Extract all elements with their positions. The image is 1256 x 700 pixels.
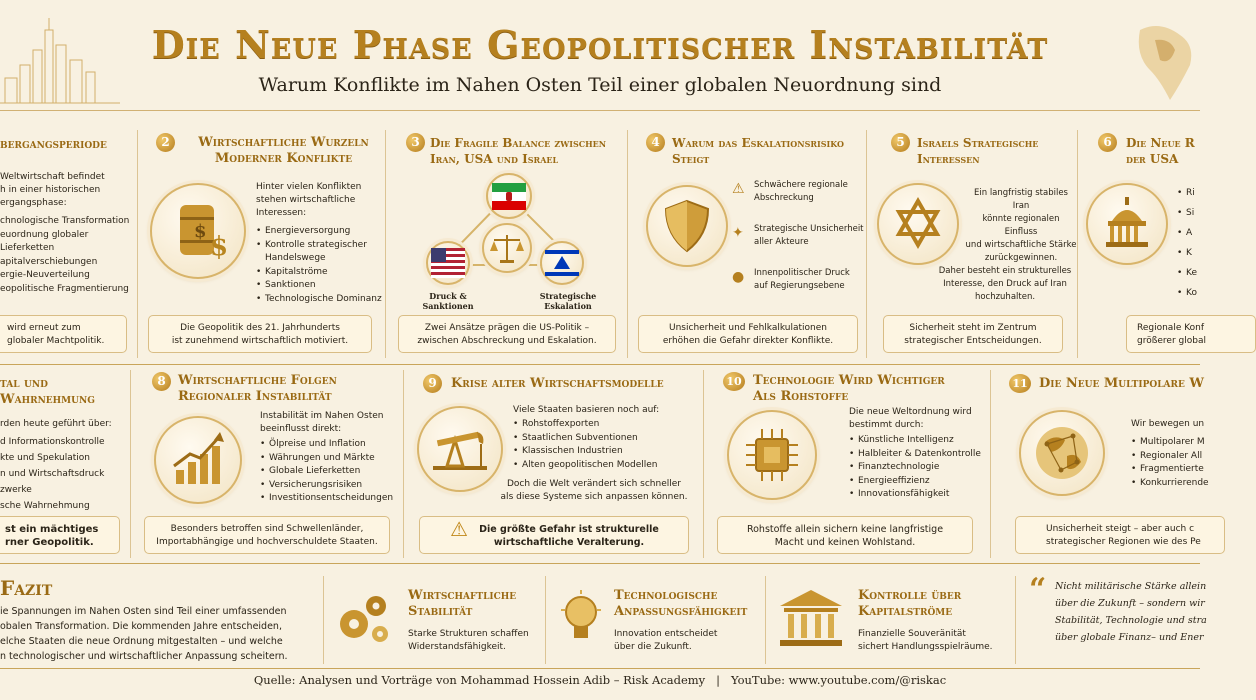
svg-text:$: $ [194,221,207,242]
list-item: • chnologische Transformation [0,215,131,229]
card-wirtschaftliche-folgen [136,368,401,560]
fazit-section [0,568,1207,668]
scales-icon [482,223,532,273]
divider [545,576,546,664]
list-item: • n und Wirtschaftsdruck [0,466,131,482]
card-number: 10 [723,372,745,391]
list-item: • Kapitalströme [256,266,384,280]
card-bullets [256,225,384,306]
list-item: • K [1177,243,1207,263]
card-summary-box: Unsicherheit steigt – aber auch c strategischer Regionen wie des Pe [1015,516,1225,554]
list-item: • Ölpreise und Inflation [260,438,400,452]
pillar-title: Technologische Anpassungsfähigkeit [614,588,748,619]
label-druck-sanktionen: Druck & Sanktionen [422,291,474,311]
list-item: • Regionaler All [1131,450,1231,464]
card-title: Wirtschaftliche Folgen Regionaler Instabilität [178,373,337,404]
card-eskalationsrisiko [632,125,864,360]
card-intro: Instabilität im Nahen Osten beeinflusst direkt: [260,411,384,434]
card-uebergangsperiode [0,125,135,360]
list-item: • Kontrolle strategischer Handelswege [256,239,384,266]
card-bullets [1131,436,1231,490]
bank-building-icon [776,586,846,652]
list-item: • Globale Lieferketten [260,465,400,479]
card-intro: Weltwirtschaft befindet h in einer historischen ergangsphase: [0,172,105,208]
card-number: 6 [1098,133,1117,152]
footer-source: Quelle: Analysen und Vorträge von Mohammad Hossein Adib – Risk Academy | YouTube: www.youtube.com/@riskac [253,673,947,687]
card-number: 11 [1009,374,1031,393]
list-item: • Finanztechnologie [849,461,989,475]
risk-item-3: ● Innenpolitischer Druck auf Regierungsebene [732,268,850,291]
label-strategische-eskalation: Strategische Eskalation [539,291,597,311]
list-item: • Ko [1177,283,1207,303]
list-item: • euordnung globaler Lieferketten [0,229,131,256]
pillar-text: Starke Strukturen schaffen Widerstandsfähigkeit. [408,629,529,652]
list-item: • Si [1177,203,1207,223]
iran-flag-icon [486,173,532,219]
card-intro: Viele Staaten basieren noch auf: [513,405,660,415]
row-rule [0,563,1200,564]
list-item: • d Informationskontrolle [0,434,131,450]
star-of-david-icon [877,183,959,265]
divider [627,130,628,358]
footer-rule [0,668,1200,669]
header [0,0,1200,112]
card-number: 3 [406,133,425,152]
oil-barrel-icon [150,183,246,279]
card-summary-box: ⚠ Die größte Gefahr ist strukturelle wirtschaftliche Veralterung. [419,516,689,554]
card-bullets [0,434,131,514]
page-subtitle: Warum Konflikte im Nahen Osten Teil einer globalen Neuordnung sind [258,74,942,96]
pillar-kapitalstroeme [772,578,1012,666]
card-title: Warum das Eskalationsrisiko Steigt [672,136,844,166]
card-kapital-wahrnehmung [0,368,128,560]
list-item: • Halbleiter & Datenkontrolle [849,448,989,462]
card-krise-wirtschaftsmodelle [409,368,701,560]
card-title: Die Neue Multipolare W [1039,376,1204,391]
growth-chart-icon [154,416,242,504]
list-item: • Investitionsentscheidungen [260,492,400,506]
list-item: • Rohstoffexporten [513,418,703,432]
card-text-1: Ein langfristig stabiles Iran könnte regionalen Einfluss und wirtschaftliche Stärke zurückgewinnen. [965,188,1077,263]
card-intro: Hinter vielen Konflikten stehen wirtschaftliche Interessen: [256,182,362,218]
capitol-icon [1086,183,1168,265]
card-summary-box: Sicherheit steht im Zentrum strategischer Entscheidungen. [883,315,1063,353]
quote-text: Nicht militärische Stärke allein über die Zukunft – sondern wir Stabilität, Technologie und stra über globale Finanz– und Ener [1055,581,1207,643]
card-summary-box: Die Geopolitik des 21. Jahrhunderts ist zunehmend wirtschaftlich motiviert. [148,315,372,353]
puzzle-icon: ✦ [732,225,744,241]
list-item: • sche Wahrnehmung [0,498,131,514]
shield-icon [646,185,728,267]
svg-text:$: $ [210,232,229,262]
divider [866,130,867,358]
divider [137,130,138,358]
list-item: • Energieeffizienz [849,475,989,489]
card-intro: Wir bewegen un [1131,419,1205,429]
row-rule [0,364,1200,365]
card-outro: Doch die Welt verändert sich schneller als diese Systeme sich anpassen können. [500,479,688,502]
card-bullets [849,434,989,502]
israel-flag-icon [540,241,584,285]
pillar-text: Finanzielle Souveränität sichert Handlungsspielräume. [858,629,993,652]
card-intro: rden heute geführt über: [0,419,112,429]
globe-network-icon [1019,410,1105,496]
risk-item-1: ⚠ Schwächere regionale Abschreckung [732,180,848,203]
warning-icon: ⚠ [450,517,468,541]
fazit-title: Fazit [0,576,53,600]
divider [1015,576,1016,664]
card-title: Die Neue R der USA [1126,136,1195,166]
card-technologie [709,368,988,560]
card-number: 2 [156,133,175,152]
card-neue-rolle-usa [1082,125,1206,360]
card-summary-box: Rohstoffe allein sichern keine langfristige Macht und keinen Wohlstand. [717,516,973,554]
card-title: Israels Strategische Interessen [917,136,1039,166]
pillar-technologische-anpassung [552,578,762,666]
list-item: • Innovationsfähigkeit [849,488,989,502]
list-item: • Staatlichen Subventionen [513,432,703,446]
card-number: 8 [152,372,171,391]
card-title: tal und Wahrnehmung [0,376,95,407]
risk-item-2: ✦ Strategische Unsicherheit aller Akteure [732,224,864,247]
gears-icon [330,586,396,652]
card-summary-box: wird erneut zum globaler Machtpolitik. [0,315,127,353]
card-summary-box: Regionale Konf größerer global [1126,315,1256,353]
card-title: Krise alter Wirtschaftsmodelle [451,376,664,391]
card-bullets [260,438,400,506]
card-title: Technologie Wird Wichtiger Als Rohstoffe [753,373,945,404]
card-number: 9 [423,374,442,393]
pillar-text: Innovation entscheidet über die Zukunft. [614,629,718,652]
card-summary-box: Unsicherheit und Fehlkalkulationen erhöhen die Gefahr direkter Konflikte. [638,315,858,353]
card-number: 5 [891,133,910,152]
divider [990,370,991,558]
list-item: • Ri [1177,183,1207,203]
list-item: • Energieversorgung [256,225,384,239]
divider [765,576,766,664]
list-item: • Fragmentierte [1131,463,1231,477]
card-multipolare-welt [995,368,1209,560]
card-title: Die Fragile Balance zwischen Iran, USA und Israel [430,136,607,166]
list-item: • Künstliche Intelligenz [849,434,989,448]
card-summary-box: Zwei Ansätze prägen die US-Politik – zwischen Abschreckung und Eskalation. [398,315,616,353]
lightbulb-icon [556,588,606,654]
warning-graph-icon: ⚠ [732,181,745,197]
pillar-title: Kontrolle über Kapitalströme [858,588,962,619]
divider [323,576,324,664]
card-bullets [0,215,131,296]
list-item: • Technologische Dominanz [256,293,384,307]
divider [385,130,386,358]
list-item: • Alten geopolitischen Modellen [513,459,703,473]
divider [403,370,404,558]
list-item: • Multipolarer M [1131,436,1231,450]
card-wirtschaftliche-wurzeln [142,125,382,360]
list-item: • Konkurrierende [1131,477,1231,491]
card-fragile-balance [390,125,625,360]
list-item: • apitalverschiebungen [0,256,131,270]
card-intro: Die neue Weltordnung wird bestimmt durch: [849,407,972,430]
pillar-title: Wirtschaftliche Stabilität [408,588,517,619]
card-israels-interessen [871,125,1075,360]
card-number: 4 [646,133,665,152]
card-bullets [1177,183,1207,303]
pillar-wirtschaftliche-stabilitaet [330,578,540,666]
list-item: • Versicherungsrisiken [260,479,400,493]
list-item: • kte und Spekulation [0,450,131,466]
list-item: • zwerke [0,482,131,498]
quote-icon: “ [1029,572,1047,607]
microchip-icon [727,410,817,500]
divider [1077,130,1078,358]
fazit-text: ie Spannungen im Nahen Osten sind Teil einer umfassenden obalen Transformation. Die kommenden Jahre entscheiden, elche Staaten die neue Ordnung mitgestalten – und welche n technologischer und wirtschaftlicher Anpassung scheitern. [0,606,288,662]
card-bullets [513,418,703,472]
list-item: • Währungen und Märkte [260,452,400,466]
header-rule [0,110,1200,111]
list-item: • eopolitische Fragmentierung [0,283,131,297]
divider [703,370,704,558]
page-title: Die Neue Phase Geopolitischer Instabilität [151,22,1049,67]
person-icon: ● [732,269,745,285]
list-item: • A [1177,223,1207,243]
usa-flag-icon [426,241,470,285]
card-text-2: Daher besteht ein strukturelles Interesse, den Druck auf Iran hochzuhalten. [938,266,1072,302]
list-item: • Sanktionen [256,279,384,293]
card-summary-box: st ein mächtiges rner Geopolitik. [0,516,120,554]
card-title: bergangsperiode [0,137,107,152]
card-summary-box: Besonders betroffen sind Schwellenländer, Importabhängige und hochverschuldete Staaten. [144,516,390,554]
list-item: • ergie-Neuverteilung [0,269,131,283]
list-item: • Ke [1177,263,1207,283]
card-title: Wirtschaftliche Wurzeln Moderner Konflikte [198,135,369,166]
quote-block [1025,572,1207,664]
list-item: • Klassischen Industrien [513,445,703,459]
